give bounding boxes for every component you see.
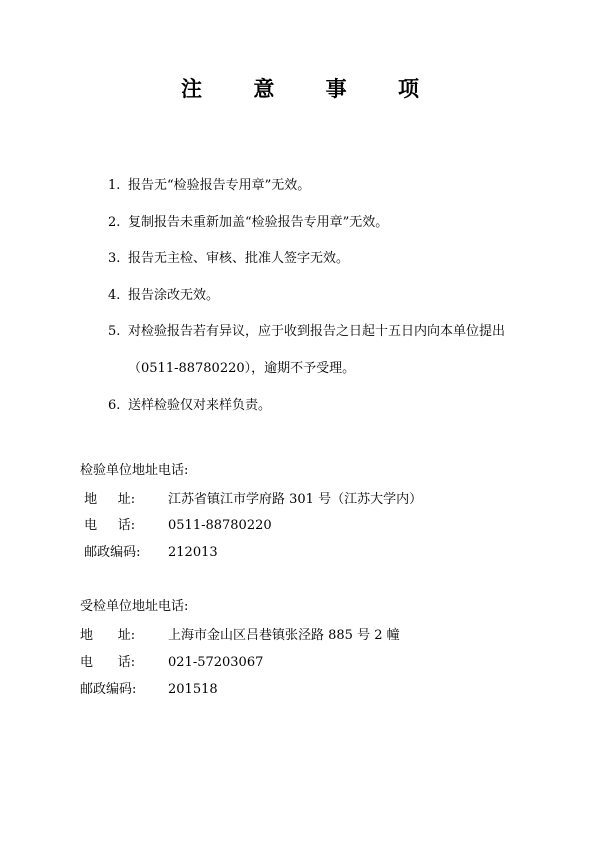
notice-text: 报告涂改无效。 <box>128 288 220 303</box>
address-value: 江苏省镇江市学府路 301 号（江苏大学内） <box>168 492 423 507</box>
notice-text: 对检验报告若有异议，应于收到报告之日起十五日内向本单位提出 <box>128 324 506 339</box>
address-label: 地 址: <box>80 628 136 643</box>
notice-item <box>108 176 600 196</box>
notice-text: 报告无“检验报告专用章”无效。 <box>128 178 311 193</box>
postcode-label: 邮政编码: <box>80 682 137 697</box>
postcode-value: 201518 <box>168 682 218 697</box>
notice-text: 复制报告未重新加盖“检验报告专用章”无效。 <box>128 215 389 230</box>
inspection-unit-heading: 检验单位地址电话: <box>80 463 189 478</box>
notice-text: 送样检验仅对来样负责。 <box>128 398 272 413</box>
notice-item <box>108 396 600 416</box>
notice-number: 3. <box>108 251 121 266</box>
notice-item <box>108 213 600 233</box>
notice-number: 5. <box>108 324 121 339</box>
notice-number: 4. <box>108 288 121 303</box>
phone-label: 电 话: <box>80 655 136 670</box>
phone-value: 021-57203067 <box>168 655 264 670</box>
notice-item <box>108 249 600 269</box>
inspected-unit-heading: 受检单位地址电话: <box>80 599 189 614</box>
postcode-label: 邮政编码: <box>80 545 141 560</box>
page-title: 注 意 事 项 <box>181 76 441 101</box>
notice-text: 报告无主检、审核、批准人签字无效。 <box>128 251 350 266</box>
notice-item <box>108 286 600 306</box>
notice-number: 6. <box>108 398 121 413</box>
notice-continuation: （0511-88780220），逾期不予受理。 <box>128 361 356 376</box>
postcode-value: 212013 <box>168 545 218 560</box>
phone-value: 0511-88780220 <box>168 518 272 533</box>
phone-label: 电 话: <box>80 518 136 533</box>
address-label: 地 址: <box>80 492 136 507</box>
notice-item <box>108 322 600 342</box>
notice-number: 2. <box>108 215 121 230</box>
notice-number: 1. <box>108 178 121 193</box>
address-value: 上海市金山区吕巷镇张泾路 885 号 2 幢 <box>168 628 400 643</box>
